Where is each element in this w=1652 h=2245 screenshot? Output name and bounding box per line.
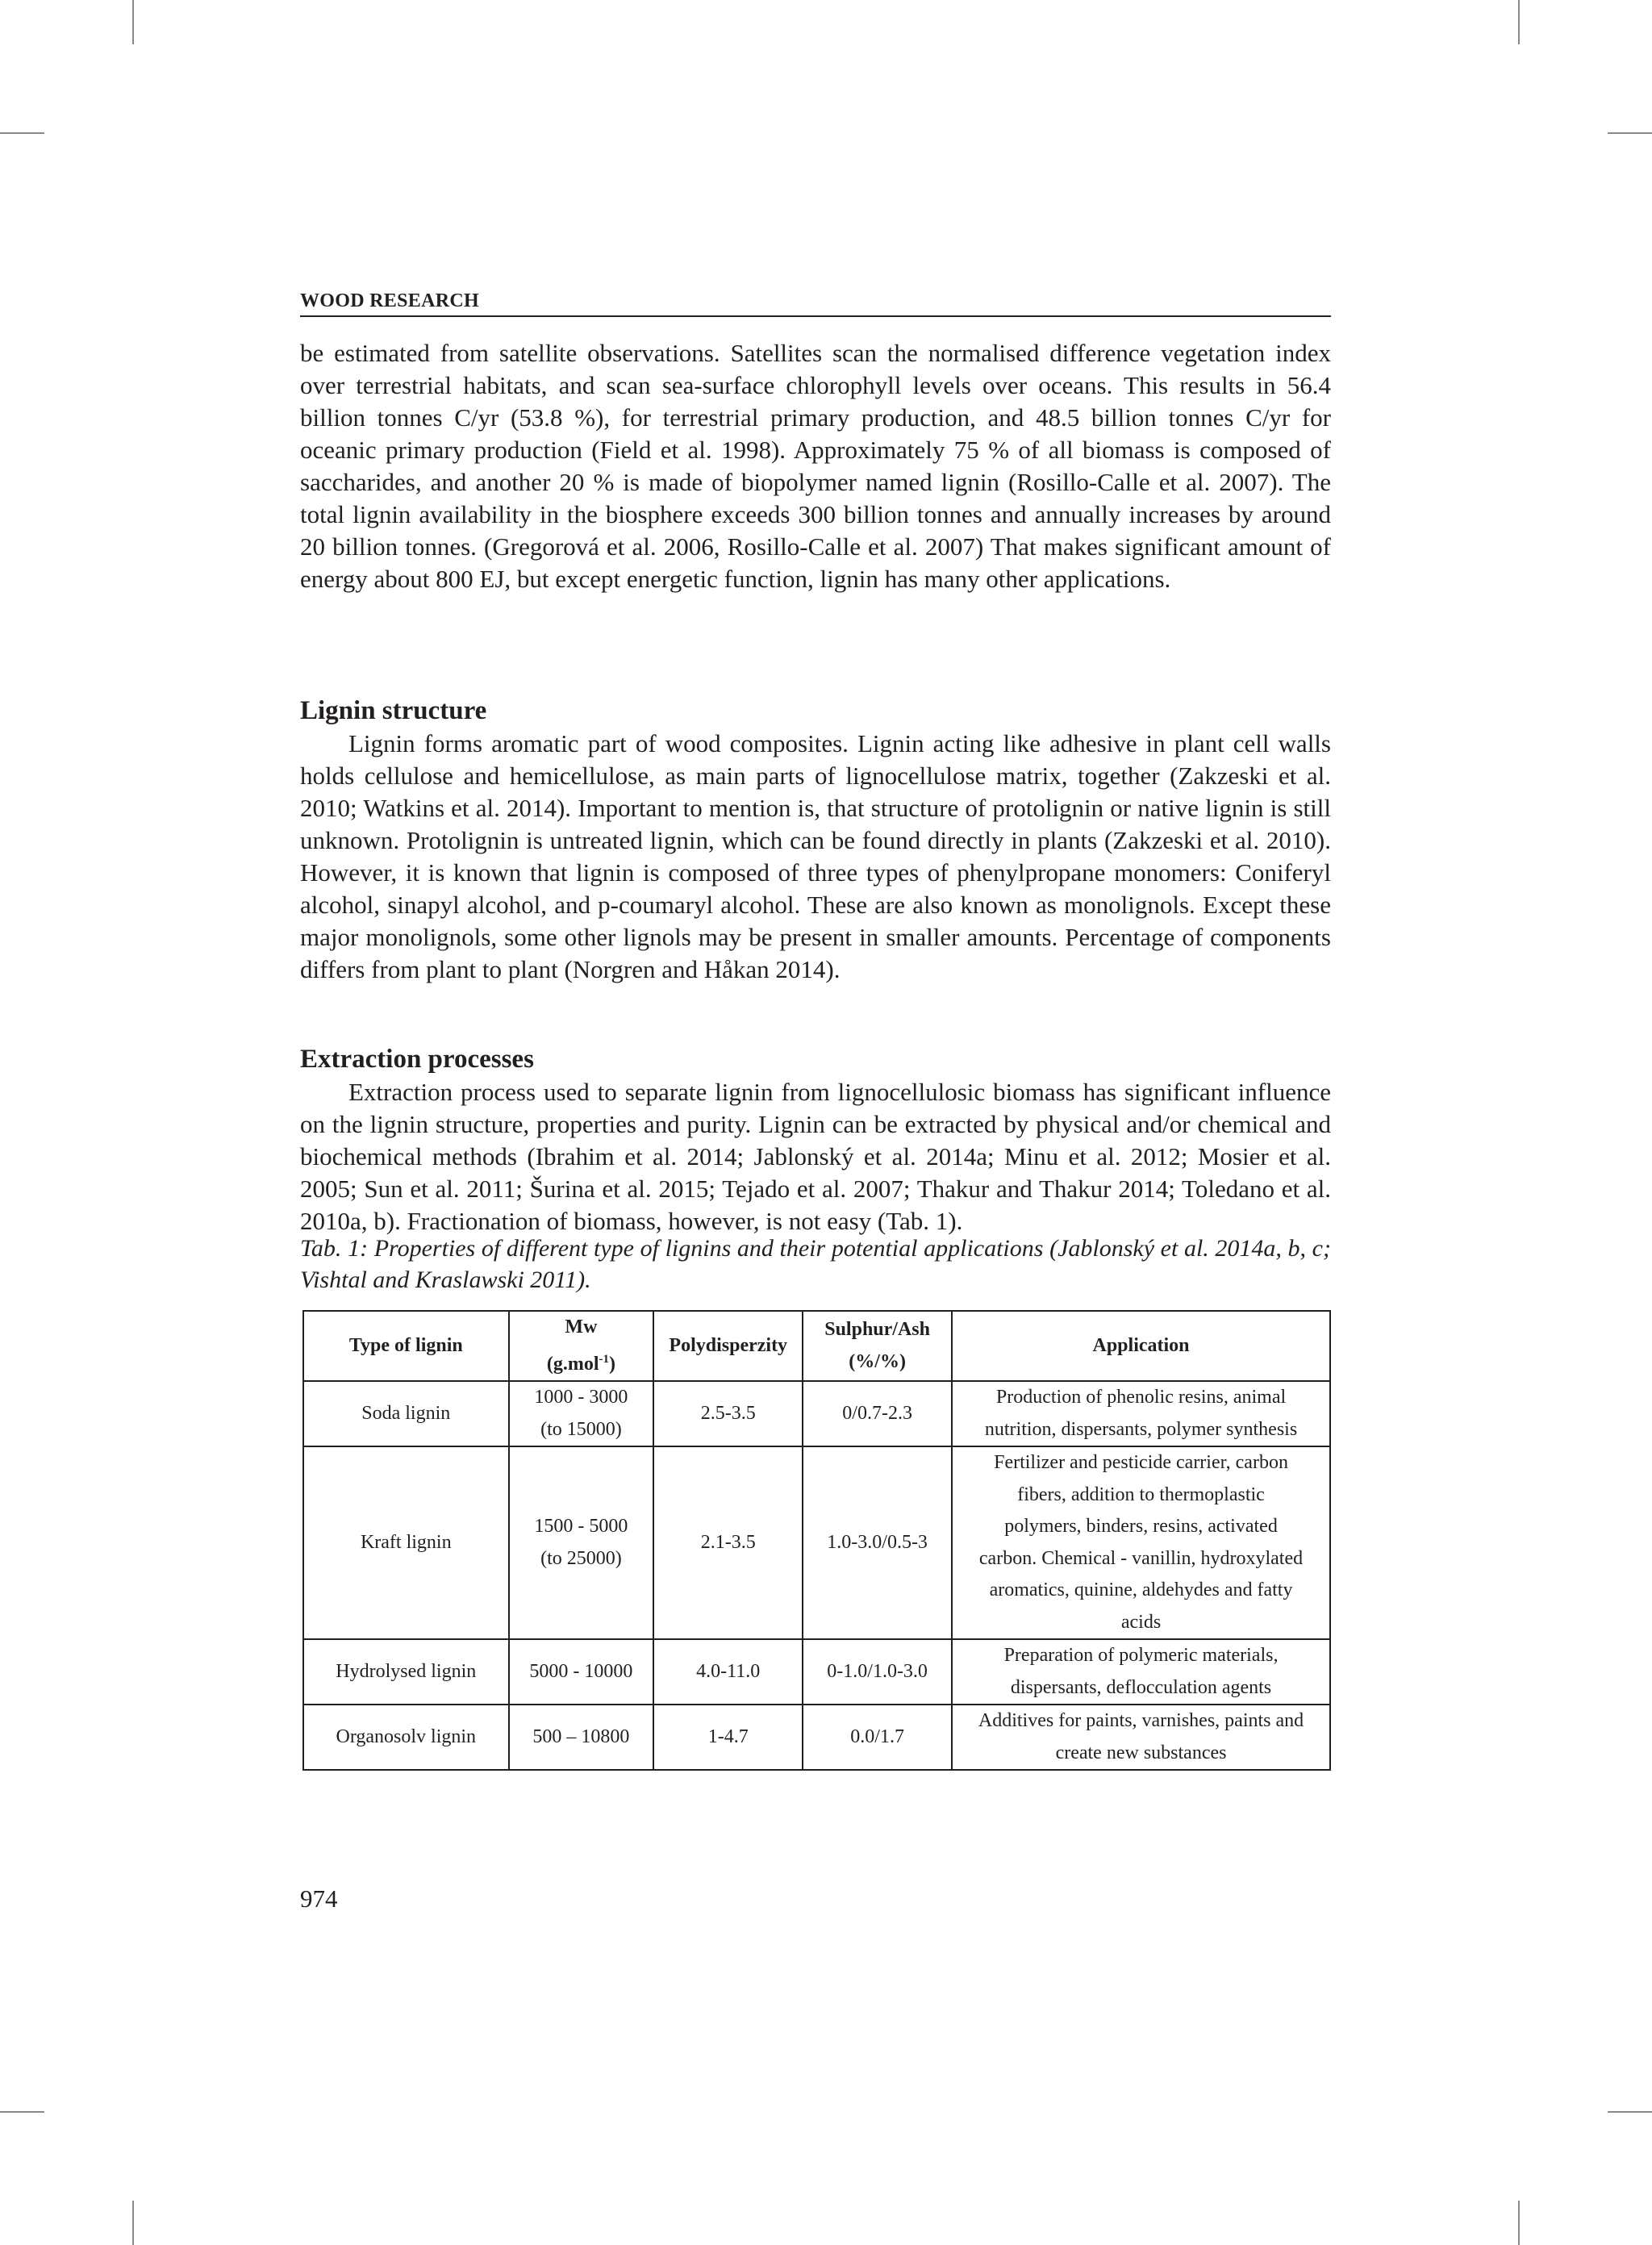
cell-application [952, 1381, 1330, 1446]
cell-polydisperzity: 2.5-3.5 [653, 1381, 803, 1446]
page-number: 974 [300, 1884, 338, 1913]
table-row [303, 1381, 1330, 1446]
application-line: carbon. Chemical - vanillin, hydroxylated [978, 1547, 1304, 1569]
cell-mw [509, 1446, 654, 1639]
column-header-type: Type of lignin [303, 1311, 509, 1381]
cell-sulphur-ash: 0/0.7-2.3 [803, 1381, 952, 1446]
application-line: acids [1120, 1611, 1162, 1633]
mw-header-line2 [515, 1344, 649, 1381]
table-header-row [303, 1311, 1330, 1381]
cell-application [952, 1705, 1330, 1770]
table-row [303, 1446, 1330, 1639]
intro-paragraph: be estimated from satellite observations. Satellites scan the normalised difference vegetation index over terrestrial habitats, and scan sea-surface chlorophyll levels over oceans. This results in 56.4 billion tonnes C/yr (53.8 %), for terrestrial primary production, and 48.5 billion tonnes C/yr for oceanic primary production (Field et al. 1998). Approximately 75 % of all biomass is composed of saccharides, and another 20 % is made of biopolymer named lignin (Rosillo-Calle et al. 2007). The total lignin availability in the biosphere exceeds 300 billion tonnes and annually increases by around 20 billion tonnes. (Gregorová et al. 2006, Rosillo-Calle et al. 2007) That makes significant amount of energy about 800 EJ, but except energetic function, lignin has many other applications. [300, 339, 1331, 593]
cell-application [952, 1639, 1330, 1705]
application-line: Production of phenolic resins, animal [995, 1387, 1287, 1408]
cell-type: Hydrolysed lignin [303, 1639, 509, 1705]
application-line: aromatics, quinine, aldehydes and fatty [989, 1579, 1293, 1600]
extraction-section [300, 1042, 1331, 1237]
cell-polydisperzity: 1-4.7 [653, 1705, 803, 1770]
mw-range: 1500 - 5000 [534, 1516, 628, 1537]
mw-range: 1000 - 3000 [534, 1387, 628, 1408]
table-caption: Tab. 1: Properties of different type of lignins and their potential applications (Jablonský et al. 2014a, b, c; Vishtal and Kraslawski 2011). [300, 1235, 1331, 1293]
cell-type: Kraft lignin [303, 1446, 509, 1639]
cell-sulphur-ash: 0-1.0/1.0-3.0 [803, 1639, 952, 1705]
crop-mark [1518, 2201, 1520, 2245]
cell-application [952, 1446, 1330, 1639]
application-line: Preparation of polymeric materials, [1003, 1645, 1279, 1666]
table-row [303, 1705, 1330, 1770]
column-header-sulphur-ash [803, 1311, 952, 1381]
intro-section [300, 337, 1331, 595]
running-header: WOOD RESEARCH [300, 290, 1331, 317]
cell-mw: 500 – 10800 [509, 1705, 654, 1770]
crop-mark [0, 132, 44, 134]
cell-mw: 5000 - 10000 [509, 1639, 654, 1705]
cell-mw [509, 1381, 654, 1446]
column-header-polydisperzity: Polydisperzity [653, 1311, 803, 1381]
lignin-structure-section [300, 694, 1331, 986]
mw-unit: (g.mol [546, 1353, 599, 1375]
application-line: nutrition, dispersants, polymer synthesis [984, 1418, 1298, 1440]
cell-type: Organosolv lignin [303, 1705, 509, 1770]
extraction-paragraph: Extraction process used to separate lignin from lignocellulosic biomass has significant influence on the lignin structure, properties and purity. Lignin can be extracted by physical and/or chemical and biochemical methods (Ibrahim et al. 2014; Jablonský et al. 2014a; Minu et al. 2012; Mosier et al. 2005; Sun et al. 2011; Šurina et al. 2015; Tejado et al. 2007; Thakur and Thakur 2014; Toledano et al. 2010a, b). Fractionation of biomass, however, is not easy (Tab. 1). [300, 1078, 1331, 1235]
lignin-structure-paragraph: Lignin forms aromatic part of wood composites. Lignin acting like adhesive in plant cell walls holds cellulose and hemicellulose, as main parts of lignocellulose matrix, together (Zakzeski et al. 2010; Watkins et al. 2014). Important to mention is, that structure of protolignin or native lignin is still unknown. Protolignin is untreated lignin, which can be found directly in plants (Zakzeski et al. 2010). However, it is known that lignin is composed of three types of phenylpropane monomers: Coniferyl alcohol, sinapyl alcohol, and p-coumaryl alcohol. These are also known as monolignols. Except these major monolignols, some other lignols may be present in smaller amounts. Percentage of components differs from plant to plant (Norgren and Håkan 2014). [300, 729, 1331, 983]
mw-max: (to 25000) [540, 1547, 622, 1569]
cell-type: Soda lignin [303, 1381, 509, 1446]
application-line: Additives for paints, varnishes, paints and [978, 1710, 1304, 1731]
application-line: polymers, binders, resins, activated [1004, 1516, 1278, 1537]
crop-mark [1518, 0, 1520, 44]
cell-sulphur-ash: 0.0/1.7 [803, 1705, 952, 1770]
mw-max: (to 15000) [540, 1418, 622, 1440]
crop-mark [132, 2201, 134, 2245]
cell-polydisperzity: 4.0-11.0 [653, 1639, 803, 1705]
table-row [303, 1639, 1330, 1705]
column-header-mw [509, 1311, 654, 1381]
crop-mark [1608, 132, 1652, 134]
mw-header-line1: Mw [565, 1317, 598, 1337]
sulphur-header-line2: (%/%) [849, 1350, 906, 1372]
cell-polydisperzity: 2.1-3.5 [653, 1446, 803, 1639]
crop-mark [1608, 2111, 1652, 2113]
cell-sulphur-ash: 1.0-3.0/0.5-3 [803, 1446, 952, 1639]
application-line: fibers, addition to thermoplastic [1017, 1483, 1265, 1505]
lignin-properties-table [302, 1310, 1331, 1771]
section-heading: Lignin structure [300, 696, 487, 725]
column-header-application: Application [952, 1311, 1330, 1381]
application-line: create new substances [1055, 1742, 1227, 1763]
crop-mark [132, 0, 134, 44]
sulphur-header-line1: Sulphur/Ash [824, 1319, 930, 1340]
mw-unit-close: ) [609, 1353, 615, 1375]
mw-unit-exponent: -1 [599, 1352, 609, 1366]
section-heading: Extraction processes [300, 1045, 534, 1074]
application-line: Fertilizer and pesticide carrier, carbon [994, 1452, 1288, 1473]
application-line: dispersants, deflocculation agents [1010, 1676, 1272, 1698]
crop-mark [0, 2111, 44, 2113]
